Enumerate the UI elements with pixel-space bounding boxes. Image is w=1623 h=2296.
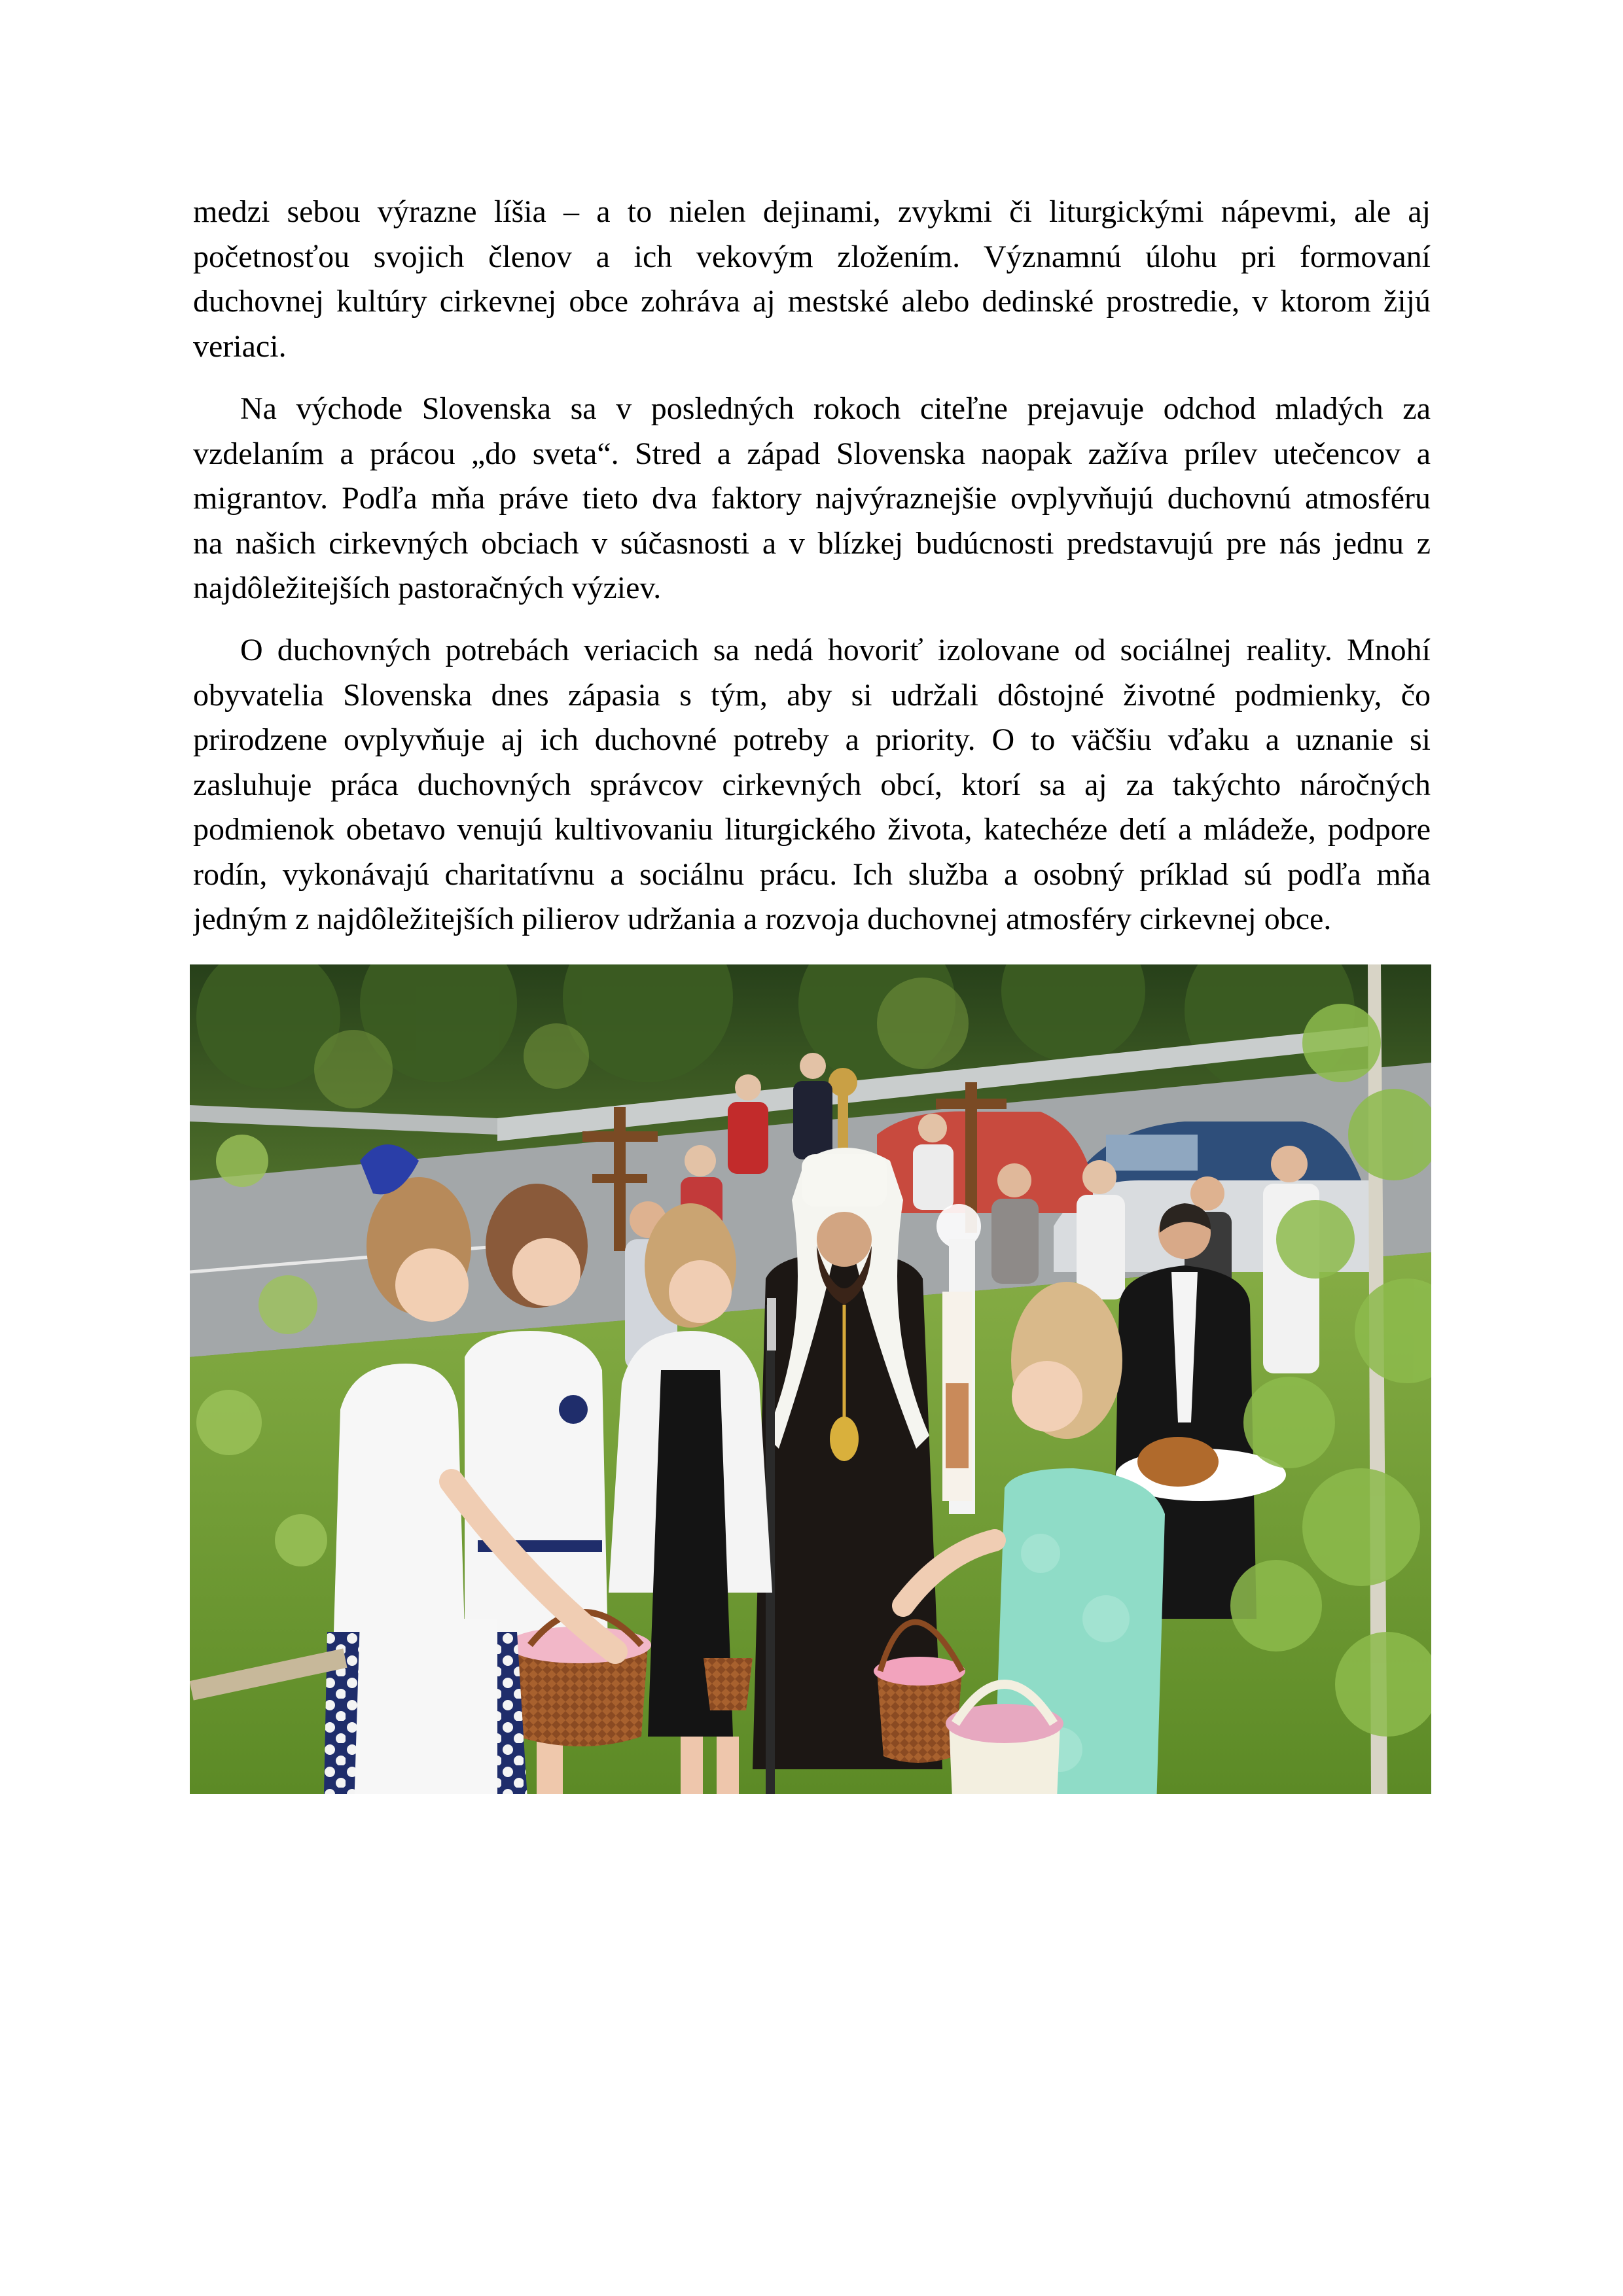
text-line: medzi sebou výrazne líšia – a to nielen dejinami, zvykmi či liturgickými nápevmi, ale aj (193, 194, 1431, 229)
text-line: O duchovných potrebách veriacich sa nedá hovoriť izolovane od sociálnej reality. Mnohí (240, 633, 1431, 667)
text-line: rodín, vykonávajú charitatívnu a sociálnu prácu. Ich služba a osobný príklad sú podľa mňa (193, 857, 1431, 892)
text-line: početnosťou svojich členov a ich vekovým zložením. Významnú úlohu pri formovaní (193, 239, 1431, 274)
text-line: najdôležitejších pastoračných výziev. (193, 571, 662, 605)
text-line: prirodzene ovplyvňuje aj ich duchovné potreby a priority. O to väčšiu vďaku a uznanie si (193, 722, 1431, 757)
text-line: na našich cirkevných obciach v súčasnosti a v blízkej budúcnosti predstavujú pre nás jednu z (193, 525, 1431, 561)
text-line: vzdelaním a prácou „do sveta“. Stred a západ Slovenska naopak zažíva prílev utečencov a (193, 436, 1431, 471)
paragraph-3 (193, 628, 1431, 942)
text-line: migrantov. Podľa mňa práve tieto dva faktory najvýraznejšie ovplyvňujú duchovnú atmosféru (193, 481, 1431, 516)
paragraph-1 (193, 190, 1431, 369)
photo-procession-icon (190, 964, 1431, 1794)
text-line: zasluhuje práca duchovných správcov cirkevných obcí, ktorí sa aj za takýchto náročných (193, 767, 1431, 802)
text-line: Na východe Slovenska sa v posledných rokoch citeľne prejavuje odchod mladých za (240, 391, 1431, 426)
text-line: jedným z najdôležitejších pilierov udržania a rozvoja duchovnej atmosféry cirkevnej obce. (193, 902, 1332, 936)
procession-photo (190, 964, 1431, 1794)
panagia (830, 1417, 859, 1461)
text-line: veriaci. (193, 328, 287, 364)
text-line: obyvatelia Slovenska dnes zápasia s tým, aby si udržali dôstojné životné podmienky, čo (193, 677, 1431, 713)
text-line: podmienok obetavo venujú kultivovaniu liturgického života, katechéze detí a mládeže, podpore (193, 812, 1431, 847)
paragraph-2 (193, 387, 1431, 611)
text-line: duchovnej kultúry cirkevnej obce zohráva aj mestské alebo dedinské prostredie, v ktorom žijú (193, 284, 1431, 319)
